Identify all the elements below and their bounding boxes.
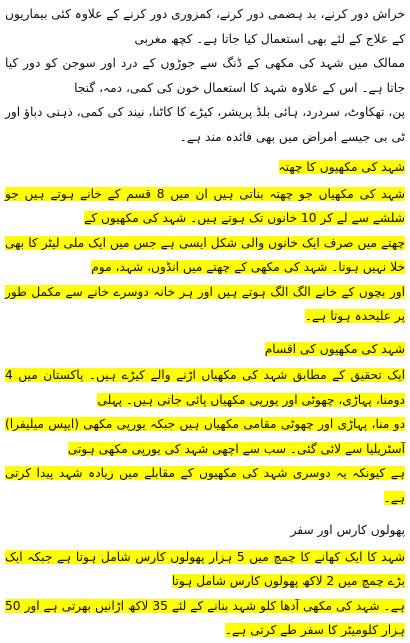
paragraph-remedies	[5, 2, 405, 149]
paragraph-remedies-line-1: خراش دور کرنے، بد ہضمی دور کرنے، کمزوری دور کرنے کے علاوہ کئی بیماریوں کے علاج کے لئے بھی استعمال کیا جاتا ہے۔ کچھ مغربی	[5, 7, 405, 46]
paragraph-beehive-line-2: چھتے میں صرف ایک خانوں والی شکل ایسی ہے جس میں ایک ملی لیٹر کا بھی خلا نہیں ہوتا۔ شہد کی مکھی کے چھتے میں انڈوں، شہد، موم	[5, 235, 405, 274]
heading-beehive	[5, 155, 405, 180]
paragraph-beehive-line-1: شہد کی مکھیاں جو چھتہ بناتی ہیں ان میں 8 قسم کے خانے ہوتے ہیں جو شلشے سے لے کر 10 خانوں تک ہوتے ہیں۔ شہد کی مکھیوں کے	[5, 186, 405, 225]
heading-nectar-journey-text: پھولوں کارس اور سفر	[290, 523, 405, 537]
paragraph-nectar-line-2: ہے۔ شہد کی مکھی آدھا کلو شہد بنانے کے لئے 35 لاکھ اڑانیں بھرتی ہے اور 50 ہزار کلومیٹر کا سفر طے کرتی ہے۔	[5, 598, 405, 637]
paragraph-beehive-line-3: اور بچوں کے خانے الگ الگ ہوتے ہیں اور ہر خانہ دوسرے خانے سے مکمل طور پر علیحدہ ہوتا ہے۔	[5, 284, 405, 323]
paragraph-bee-types-line-1: ایک تحقیق کے مطابق شہد کی مکھیاں اڑنے والے کیڑے ہیں۔ پاکستان میں 4 دومنا، پہاڑی، چھوٹی اور یورپی مکھیاں پائی جاتی ہیں۔ پہلی	[5, 368, 405, 407]
paragraph-bee-types-line-2: دو منا، پہاڑی اور چھوٹی مقامی مکھیاں ہیں جبکہ یورپی مکھی (ایپس میلیفرا) آسٹریلیا سے لائی گئی۔ سب سے اچھی شہد کی یورپی مکھی ہوتی	[5, 417, 405, 456]
paragraph-bee-types	[5, 363, 405, 510]
heading-bee-types	[5, 337, 405, 362]
paragraph-beehive	[5, 182, 405, 329]
heading-bee-types-text: شہد کی مکھیوں کی اقسام	[264, 341, 405, 356]
heading-nectar-journey	[5, 518, 405, 543]
paragraph-remedies-line-2: ممالک میں شہد کی مکھی کے ڈنگ سے جوڑوں کے درد اور سوجن کو دور کیا جاتا ہے۔ اس کے علاوہ شہد کا استعمال خون کی کمی، دمہ، گنجا	[5, 56, 405, 95]
paragraph-nectar-line-1: شہد کا ایک کھانے کا چمچ میں 5 ہزار پھولوں کارس شامل ہوتا ہے جبکہ ایک بڑے چمچ میں 2 لاکھ پھولوں کارس شامل ہوتا	[5, 549, 406, 588]
paragraph-remedies-line-3: پن، تھکاوٹ، سردرد، ہائی بلڈ پریشر، کیڑے کا کاٹنا، نیند کی کمی، ذہنی دباؤ اور ٹی بی جیسے امراض میں بھی فائدہ مند ہے۔	[5, 105, 405, 144]
paragraph-nectar	[5, 545, 405, 643]
paragraph-bee-types-line-3: ہے کیونکہ یہ دوسری شہد کی مکھیوں کے مقابلے میں زیادہ شہد پیدا کرتی ہے۔	[5, 466, 405, 505]
heading-beehive-text: شہد کی مکھیوں کا چھتہ	[278, 160, 405, 174]
